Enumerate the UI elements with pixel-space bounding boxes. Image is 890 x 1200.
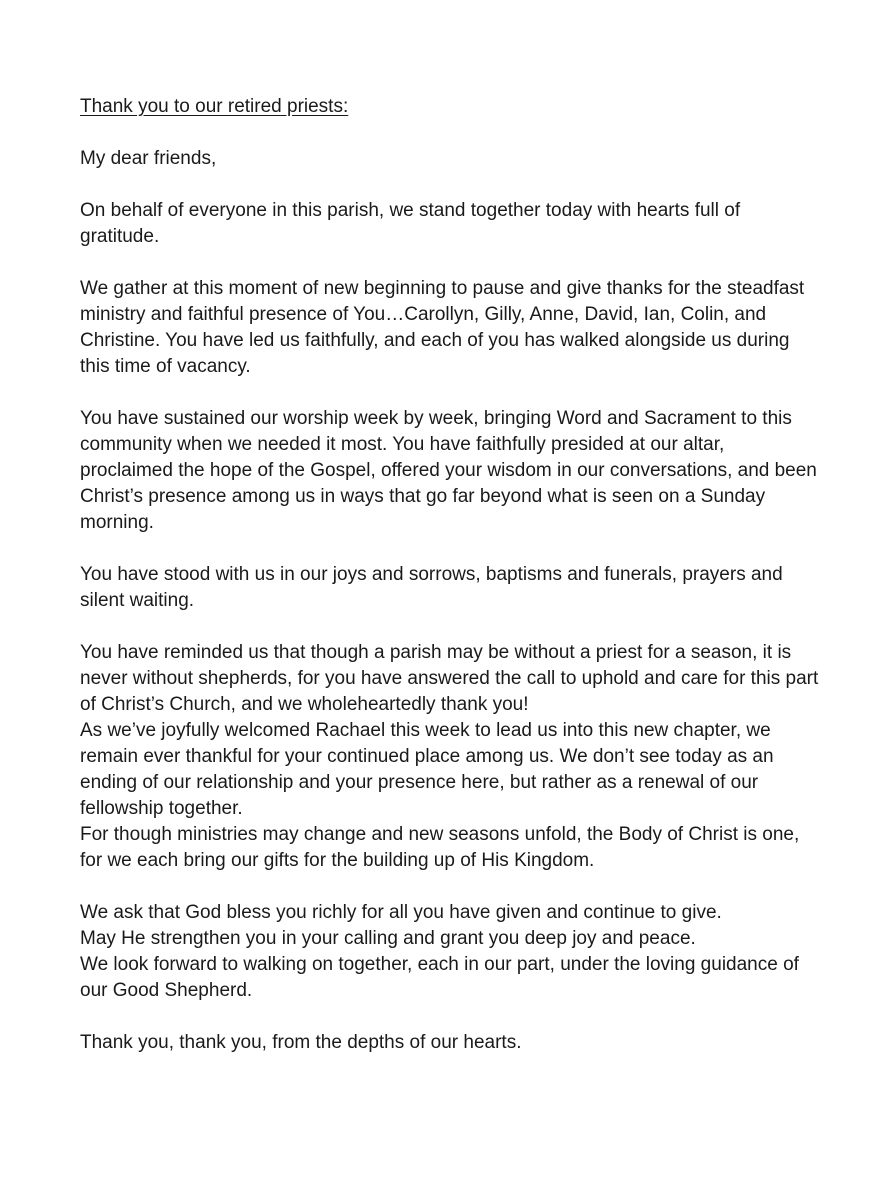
letter-salutation: My dear friends,	[80, 148, 217, 169]
letter-heading: Thank you to our retired priests:	[80, 96, 349, 117]
blessing-line-3: We look forward to walking on together, each in our part, under the loving guidance of our Good Shepherd.	[80, 954, 799, 1001]
paragraph-joys-sorrows: You have stood with us in our joys and sorrows, baptisms and funerals, prayers and silent waiting.	[80, 564, 783, 611]
blessing-line-1: We ask that God bless you richly for all you have given and continue to give.	[80, 902, 722, 923]
blessing-line-2: May He strengthen you in your calling and grant you deep joy and peace.	[80, 928, 696, 949]
paragraph-body-of-christ: For though ministries may change and new seasons unfold, the Body of Christ is one, for we each bring our gifts for the building up of His Kingdom.	[80, 824, 800, 871]
letter-body	[80, 94, 820, 1082]
paragraph-sustained-worship: You have sustained our worship week by week, bringing Word and Sacrament to this community when we needed it most. You have faithfully presided at our altar, proclaimed the hope of the Gospel, offered your wisdom in our conversations, and been Christ’s presence among us in ways that go far beyond what is seen on a Sunday morning.	[80, 408, 817, 533]
paragraph-shepherds: You have reminded us that though a parish may be without a priest for a season, it is never without shepherds, for you have answered the call to uphold and care for this part of Christ’s Church, and we wholeheartedly thank you!	[80, 642, 819, 715]
closing-thanks: Thank you, thank you, from the depths of our hearts.	[80, 1032, 522, 1053]
paragraph-gratitude: On behalf of everyone in this parish, we stand together today with hearts full of gratitude.	[80, 200, 741, 247]
paragraph-welcome-rachael: As we’ve joyfully welcomed Rachael this week to lead us into this new chapter, we remain ever thankful for your continued place among us. We don’t see today as an ending of our relationship and your presence here, but rather as a renewal of our fellowship together.	[80, 720, 774, 819]
paragraph-new-beginning: We gather at this moment of new beginning to pause and give thanks for the steadfast ministry and faithful presence of You…Carollyn, Gilly, Anne, David, Ian, Colin, and Christine. You have led us faithfully, and each of you has walked alongside us during this time of vacancy.	[80, 278, 805, 377]
